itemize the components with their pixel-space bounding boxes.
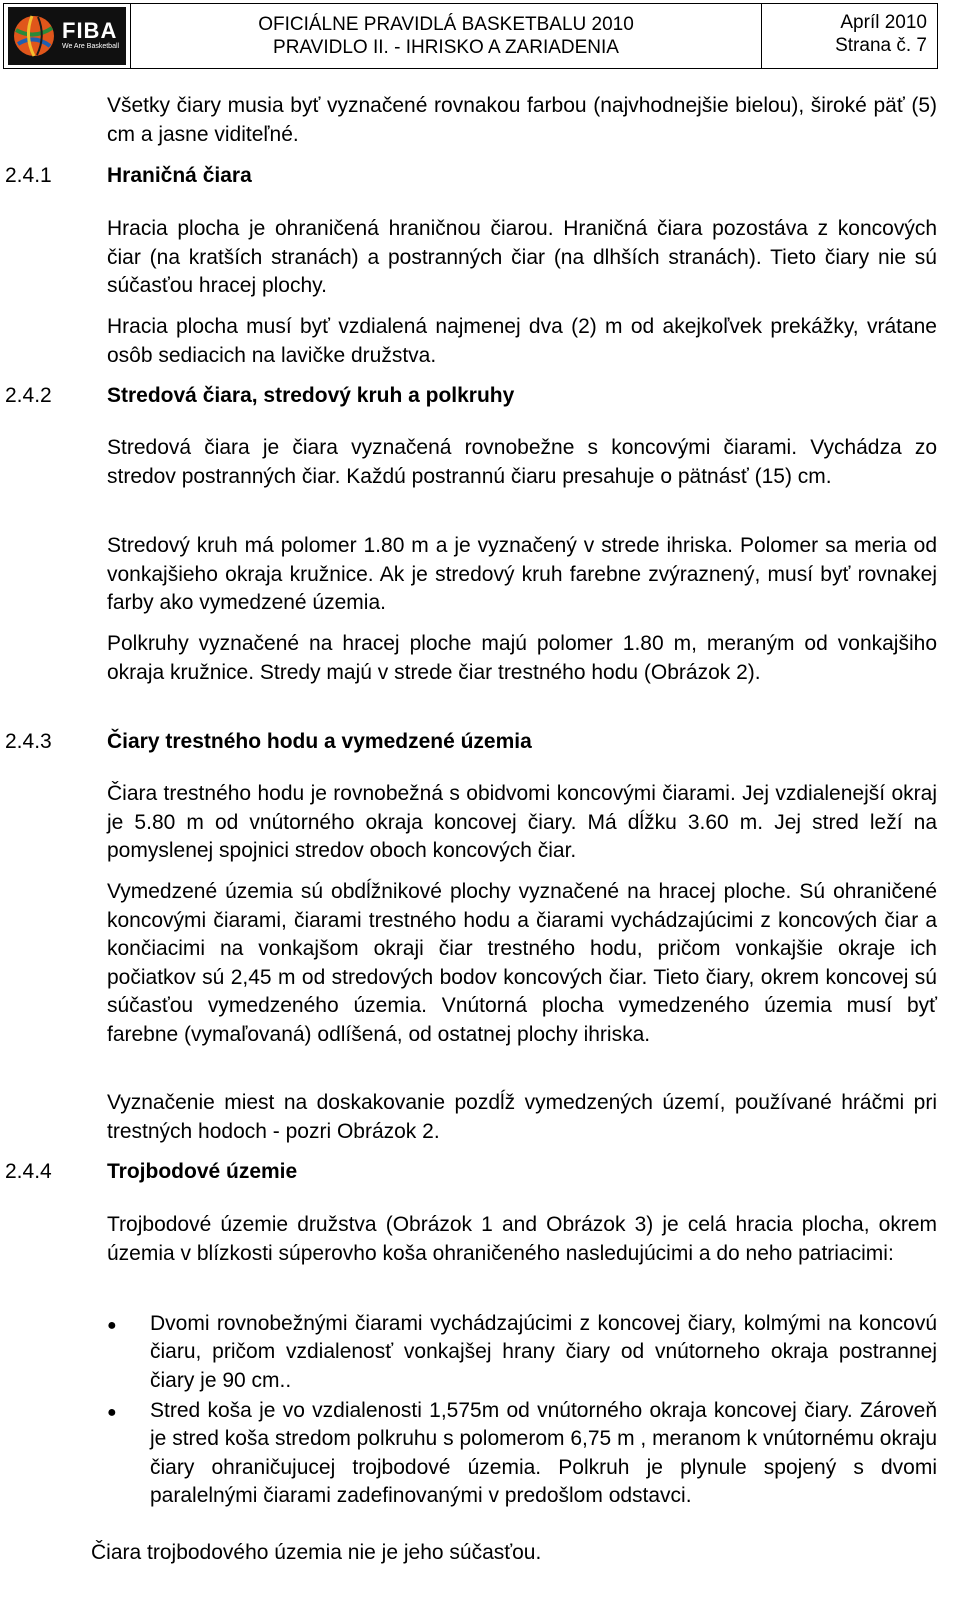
list-item-text: Stred koša je vo vzdialenosti 1,575m od vnútorného okraja koncovej čiary. Zároveň je stred koša stredom polkruhu s polomerom 6,75 m , meranom k vnútornému okraju čiary ohraničujucej trojbodové územia. Polkruh je plynule spojený s dvomi paralelnými čiarami zadefinovanými v predošlom odstavci. [150,1399,937,1507]
section-title: Hraničná čiara [107,164,252,187]
paragraph: Trojbodové územie družstva (Obrázok 1 and Obrázok 3) je celá hracia plocha, okrem územia v blízkosti súperovho koša ohraničeného nasledujúcimi a do neho patriacimi: [107,1213,937,1265]
section-number: 2.4.4 [5,1160,52,1183]
date-page-cell [762,4,937,68]
logo-word: FIBA [62,18,118,43]
fiba-logo [8,7,126,65]
list-item [107,1310,937,1395]
document-date: Apríl 2010 [840,12,927,33]
list-item-text: Dvomi rovnobežnými čiarami vychádzajúcimi z koncovej čiary, kolmými na koncovú čiaru, pričom vzdialenosť vonkajšej hrany čiary od vnútorneho okraja postrannej čiary je 90 cm.. [150,1312,937,1392]
section-title: Trojbodové územie [107,1160,298,1183]
section-number: 2.4.2 [5,384,52,407]
logo-text [62,20,119,52]
document-title [131,4,762,68]
section-heading-2-4-4 [5,1158,297,1186]
section-number: 2.4.3 [5,730,52,753]
basketball-icon [12,14,56,58]
final-note: Čiara trojbodového územia nie je jeho súčasťou. [91,1541,542,1564]
paragraph: Stredová čiara je čiara vyznačená rovnobežne s koncovými čiarami. Vychádza zo stredov postranných čiar. Každú postrannú čiaru presahuje o pätnásť (15) cm. [107,436,937,488]
paragraph: Stredový kruh má polomer 1.80 m a je vyznačený v strede ihriska. Polomer sa meria od vonkajšieho okraja kružnice. Ak je stredový kruh farebne zvýraznený, musí byť rovnakej farby ako vymedzené územia. [107,534,937,614]
title-line-1: OFICIÁLNE PRAVIDLÁ BASKETBALU 2010 [258,14,634,35]
section-heading-2-4-2 [5,382,514,410]
paragraph: Polkruhy vyznačené na hracej ploche majú polomer 1.80 m, meraným od vonkajšiho okraja kružnice. Stredy majú v strede čiar trestného hodu (Obrázok 2). [107,632,937,684]
section-number: 2.4.1 [5,164,52,187]
title-line-2: PRAVIDLO II. - IHRISKO A ZARIADENIA [273,37,619,58]
paragraph: Čiara trestného hodu je rovnobežná s obidvomi koncovými čiarami. Jej vzdialenejší okraj je 5.80 m od vnútorného okraja koncovej čiary. Má dĺžku 3.60 m. Jej stred leží na pomyslenej spojnici stredov oboch koncových čiar. [107,782,937,862]
logo-tagline: We Are Basketball [62,43,120,50]
paragraph: Hracia plocha je ohraničená hraničnou čiarou. Hraničná čiara pozostáva z koncových čiar (na kratších stranách) a postranných čiar (na dlhších stranách). Tieto čiary nie sú súčasťou hracej plochy. [107,217,937,297]
intro-paragraph: Všetky čiary musia byť vyznačené rovnakou farbou (najvhodnejšie bielou), široké päť (5) cm a jasne viditeľné. [107,94,937,146]
logo-cell [4,4,131,68]
section-heading-2-4-1 [5,162,252,190]
paragraph: Hracia plocha musí byť vzdialená najmenej dva (2) m od akejkoľvek prekážky, vrátane osôb sediacich na lavičke družstva. [107,315,937,367]
bullet-icon: ● [107,1317,117,1334]
page-number: Strana č. 7 [835,35,927,56]
bullet-icon: ● [107,1404,117,1421]
paragraph: Vyznačenie miest na doskakovanie pozdĺž vymedzených území, používané hráčmi pri trestných hodoch - pozri Obrázok 2. [107,1091,937,1143]
list-item [107,1397,937,1510]
section-heading-2-4-3 [5,728,532,756]
page-header [3,3,938,69]
paragraph: Vymedzené územia sú obdĺžnikové plochy vyznačené na hracej ploche. Sú ohraničené koncovými čiarami, čiarami trestného hodu a čiarami vychádzajúcimi z koncových čiar a končiacimi na vonkajšom okraji čiar trestného hodu, pričom vonkajšie okraje ich počiatkov sú 2,45 m od stredových bodov koncových čiar. Tieto čiary, okrem koncovej sú súčasťou vymedzeného územia. Vnútorná plocha vymedzeného územia musí byť farebne (vymaľovaná) odlíšená, od ostatnej plochy ihriska. [107,880,937,1046]
section-title: Čiary trestného hodu a vymedzené územia [107,730,532,753]
section-title: Stredová čiara, stredový kruh a polkruhy [107,384,515,407]
